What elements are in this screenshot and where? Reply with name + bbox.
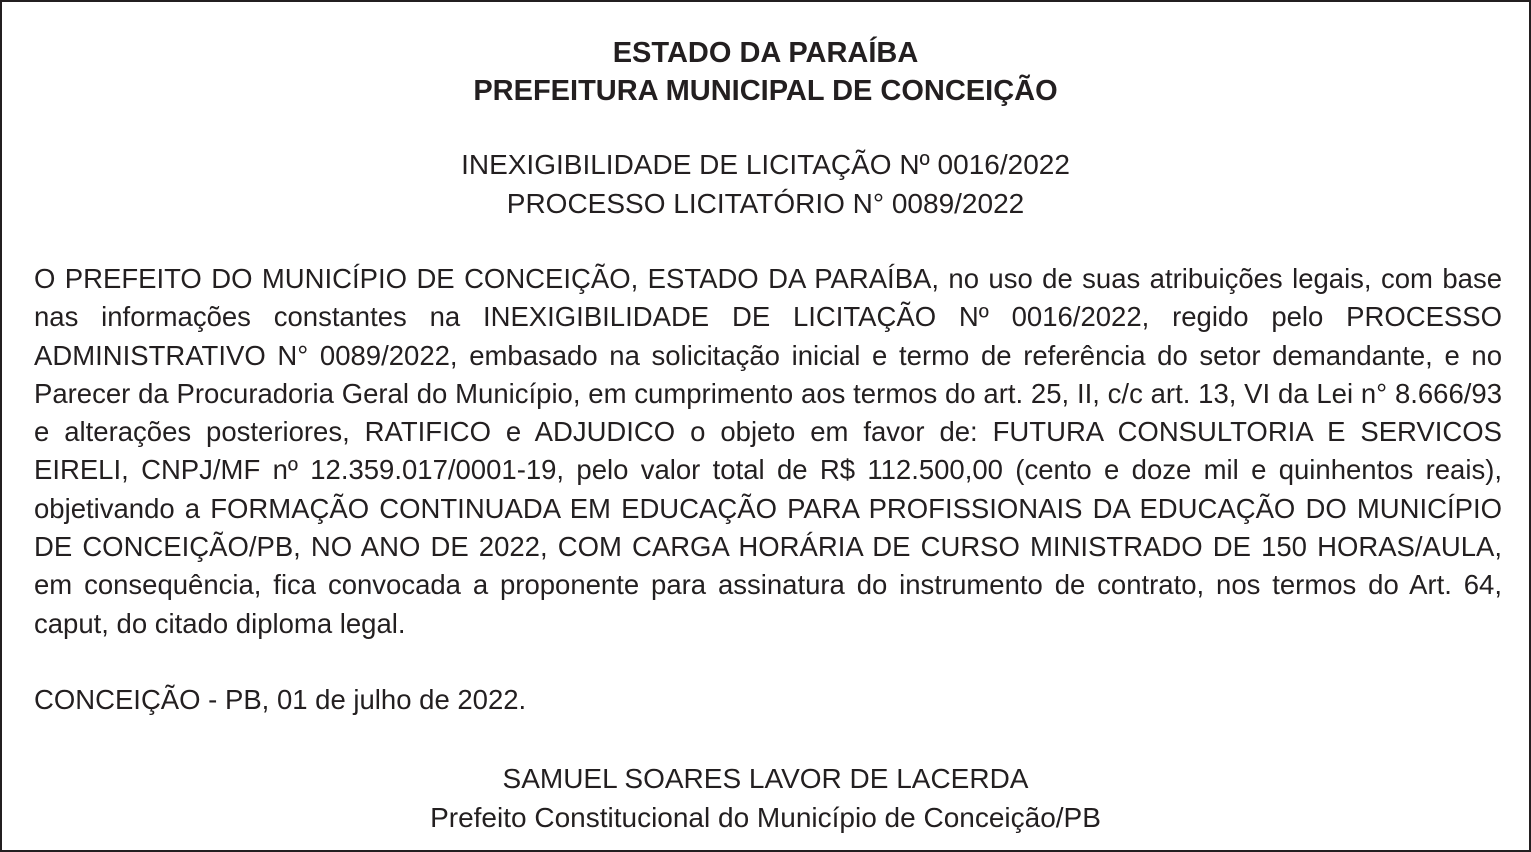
- state-name: ESTADO DA PARAÍBA: [612, 37, 919, 69]
- place-and-date: CONCEIÇÃO - PB, 01 de julho de 2022.: [34, 684, 527, 715]
- procedure-reference: [2, 145, 1529, 223]
- ratification-paragraph: O PREFEITO DO MUNICÍPIO DE CONCEIÇÃO, ESTADO DA PARAÍBA, no uso de suas atribuições legais, com base nas informações constantes na INEXIGIBILIDADE DE LICITAÇÃO Nº 0016/2022, regido pelo PROCESSO ADMINISTRATIVO N° 0089/2022, embasado na solicitação inicial e termo de referência do setor demandante, e no Parecer da Procuradoria Geral do Município, em cumprimento aos termos do art. 25, II, c/c art. 13, VI da Lei n° 8.666/93 e alterações posteriores, RATIFICO e ADJUDICO o objeto em favor de: FUTURA CONSULTORIA E SERVICOS EIRELI, CNPJ/MF nº 12.359.017/0001-19, pelo valor total de R$ 112.500,00 (cento e doze mil e quinhentos reais), objetivando a FORMAÇÃO CONTINUADA EM EDUCAÇÃO PARA PROFISSIONAIS DA EDUCAÇÃO DO MUNICÍPIO DE CONCEIÇÃO/PB, NO ANO DE 2022, COM CARGA HORÁRIA DE CURSO MINISTRADO DE 150 HORAS/AULA, em consequência, fica convocada a proponente para assinatura do instrumento de contrato, nos termos do Art. 64, caput, do citado diploma legal.: [34, 263, 1502, 639]
- signatory-name: SAMUEL SOARES LAVOR DE LACERDA: [502, 763, 1029, 794]
- signatory-title: Prefeito Constitucional do Município de Conceição/PB: [430, 802, 1101, 833]
- document-header: [2, 34, 1529, 110]
- process-number: PROCESSO LICITATÓRIO N° 0089/2022: [506, 188, 1025, 219]
- signature-block: [2, 759, 1529, 837]
- municipality-name: PREFEITURA MUNICIPAL DE CONCEIÇÃO: [473, 75, 1058, 107]
- inexigibility-number: INEXIGIBILIDADE DE LICITAÇÃO Nº 0016/2022: [461, 149, 1070, 180]
